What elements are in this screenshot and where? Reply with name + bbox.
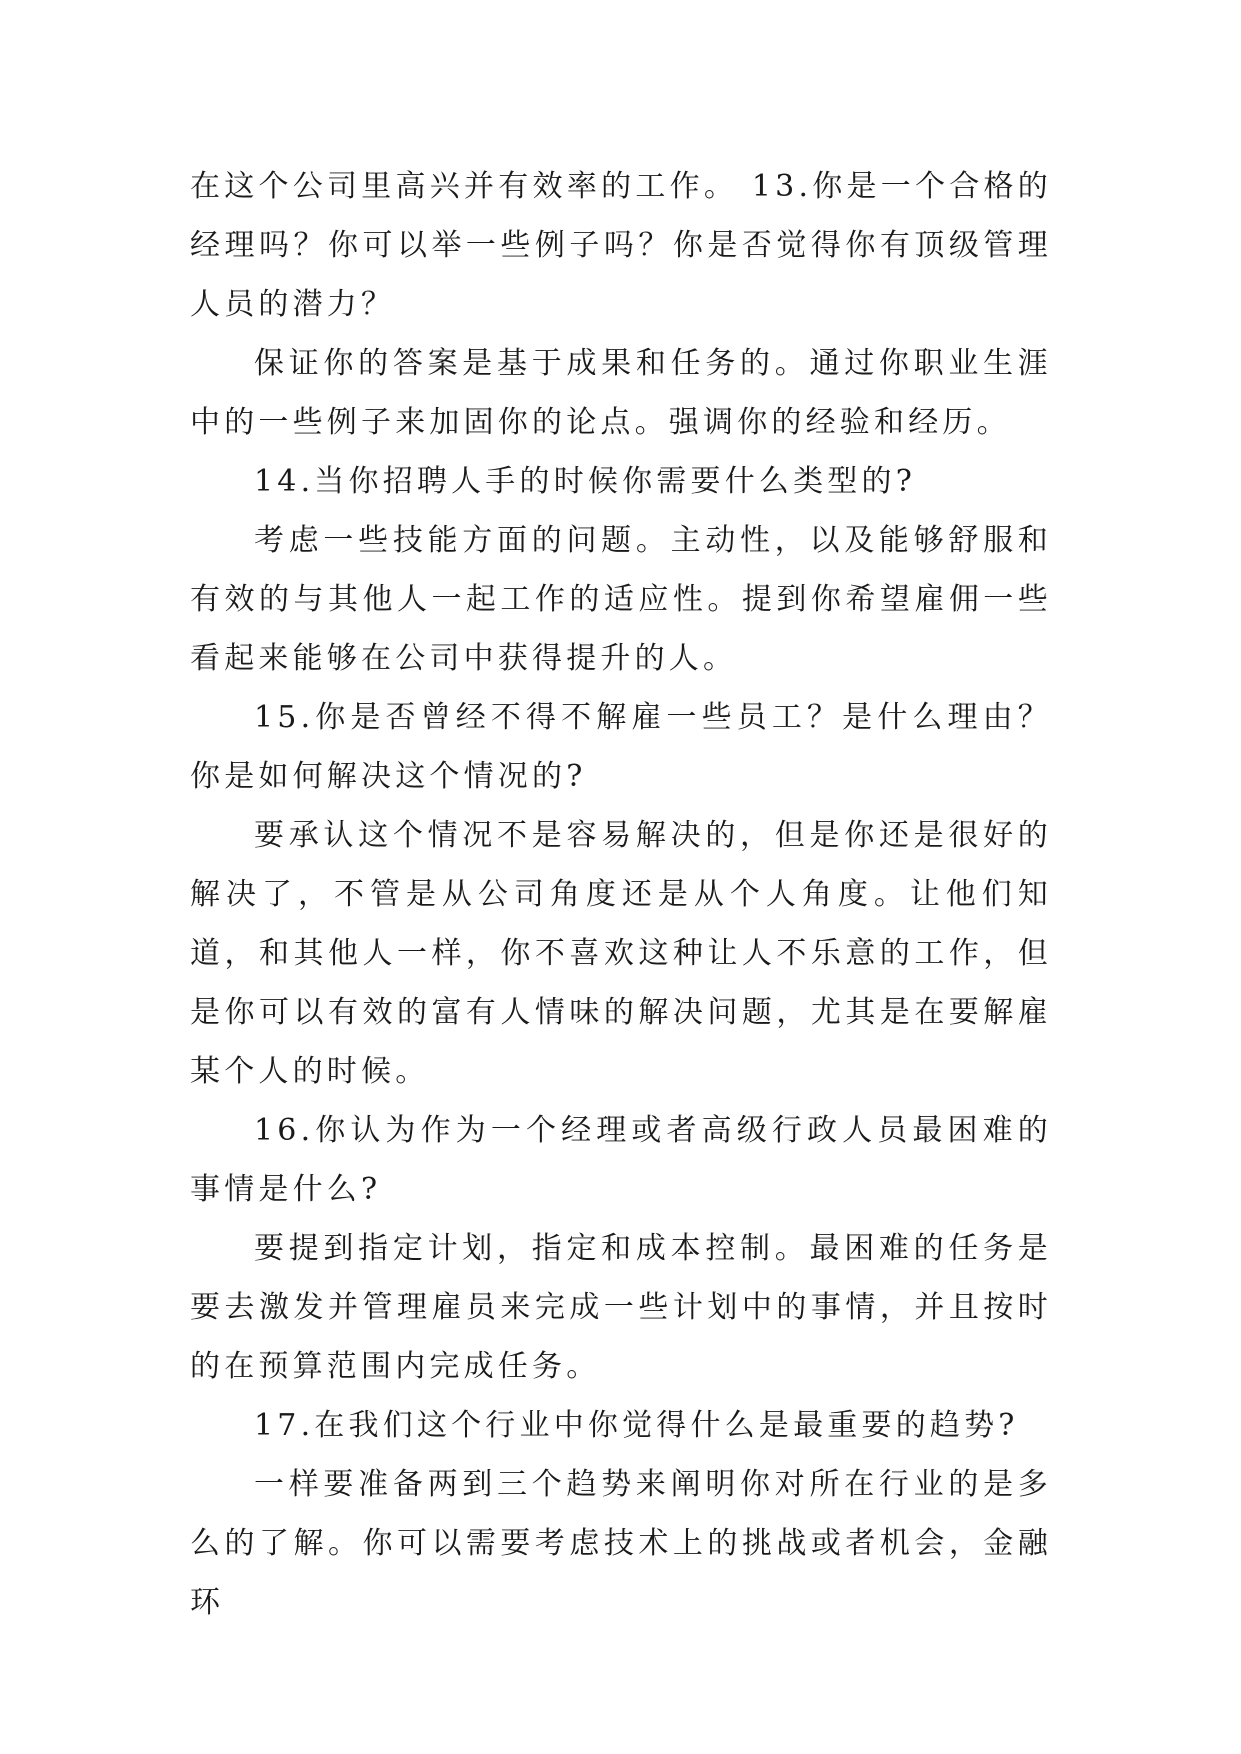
paragraph-answer-13: 保证你的答案是基于成果和任务的。通过你职业生涯中的一些例子来加固你的论点。强调你的经验和经历。 (190, 346, 1052, 440)
paragraph-question-16: 16.你认为作为一个经理或者高级行政人员最困难的事情是什么? (190, 1113, 1052, 1207)
paragraph-continuation-q13: 在这个公司里高兴并有效率的工作。 13.你是一个合格的经理吗？你可以举一些例子吗？你是否觉得你有顶级管理人员的潜力？ (190, 169, 1052, 322)
paragraph-question-17: 17.在我们这个行业中你觉得什么是最重要的趋势? (254, 1408, 1019, 1443)
paragraph-answer-16: 要提到指定计划，指定和成本控制。最困难的任务是要去激发并管理雇员来完成一些计划中的事情，并且按时的在预算范围内完成任务。 (190, 1231, 1052, 1384)
paragraph-answer-14: 考虑一些技能方面的问题。主动性，以及能够舒服和有效的与其他人一起工作的适应性。提到你希望雇佣一些看起来能够在公司中获得提升的人。 (190, 523, 1052, 676)
paragraph-answer-17: 一样要准备两到三个趋势来阐明你对所在行业的是多么的了解。你可以需要考虑技术上的挑战或者机会，金融环 (190, 1467, 1052, 1620)
paragraph-answer-15: 要承认这个情况不是容易解决的，但是你还是很好的解决了，不管是从公司角度还是从个人角度。让他们知道，和其他人一样，你不喜欢这种让人不乐意的工作，但是你可以有效的富有人情味的解决问题，尤其是在要解雇某个人的时候。 (190, 818, 1052, 1089)
document-body (190, 157, 1052, 1632)
paragraph-question-14: 14.当你招聘人手的时候你需要什么类型的? (254, 464, 916, 499)
paragraph-question-15: 15.你是否曾经不得不解雇一些员工？是什么理由？你是如何解决这个情况的? (190, 700, 1052, 794)
